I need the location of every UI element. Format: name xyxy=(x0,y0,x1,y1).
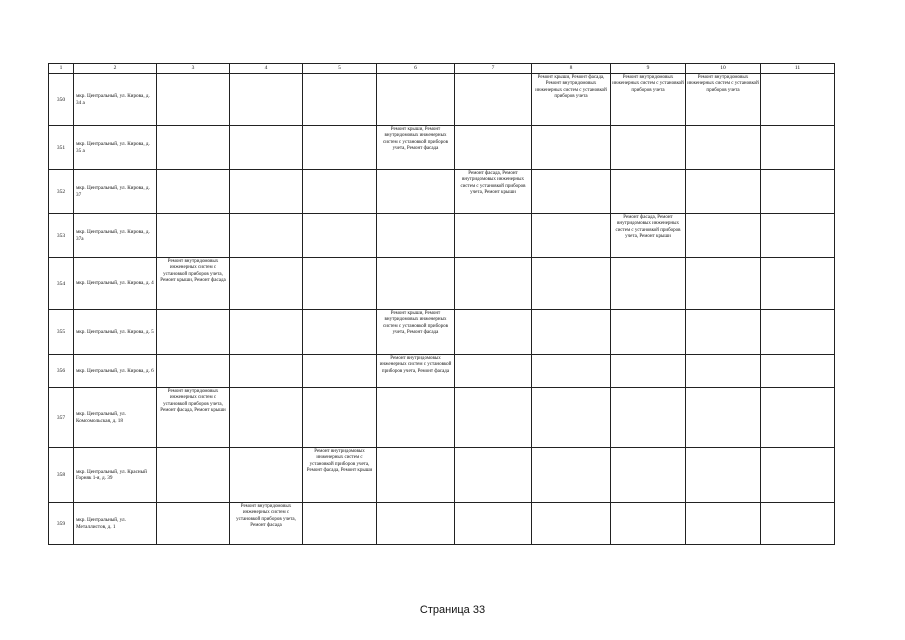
repair-work-cell: Ремонт внутридомовых инженерных систем с установкой приборов учета, Ремонт фасада, Ремонт крыши xyxy=(303,448,377,503)
repair-work-cell: Ремонт внутридомовых инженерных систем с установкой приборов учета, Ремонт фасада, Ремонт крыши xyxy=(157,388,230,448)
repair-work-cell xyxy=(303,126,377,170)
table-row xyxy=(49,388,835,448)
repair-work-cell xyxy=(157,126,230,170)
repair-work-cell xyxy=(157,170,230,214)
repair-work-cell xyxy=(230,258,303,310)
repair-work-cell xyxy=(686,503,761,545)
repair-work-cell xyxy=(761,214,835,258)
repair-work-cell xyxy=(761,126,835,170)
column-number-header: 3 xyxy=(157,64,230,74)
repair-work-cell xyxy=(532,503,611,545)
address-cell: мкр. Центральный, ул. Кирова, д. 37а xyxy=(74,214,157,258)
column-number-header: 7 xyxy=(455,64,532,74)
repair-work-cell xyxy=(532,214,611,258)
repair-work-cell xyxy=(455,448,532,503)
repair-work-cell: Ремонт внутридомовых инженерных систем с установкой приборов учета, Ремонт фасада xyxy=(230,503,303,545)
column-number-header: 5 xyxy=(303,64,377,74)
repair-work-cell xyxy=(611,126,686,170)
row-number-cell: 352 xyxy=(49,170,74,214)
page-number-label: Страница 33 xyxy=(419,604,486,616)
row-number-cell: 359 xyxy=(49,503,74,545)
row-number-cell: 354 xyxy=(49,258,74,310)
repair-work-cell xyxy=(455,503,532,545)
row-number-cell: 358 xyxy=(49,448,74,503)
repair-work-cell: Ремонт внутридомовых инженерных систем с установкой приборов учета xyxy=(611,74,686,126)
row-number-cell: 355 xyxy=(49,310,74,355)
repair-work-cell xyxy=(455,214,532,258)
repair-work-cell: Ремонт внутридомовых инженерных систем с установкой приборов учета xyxy=(686,74,761,126)
row-number-cell: 351 xyxy=(49,126,74,170)
repair-work-cell: Ремонт внутридомовых инженерных систем с установкой приборов учета, Ремонт крыши, Ремонт фасада xyxy=(157,258,230,310)
column-number-header: 11 xyxy=(761,64,835,74)
address-cell: мкр. Центральный, ул. Комсомольская, д. 18 xyxy=(74,388,157,448)
column-number-row xyxy=(49,64,835,74)
table-body xyxy=(49,74,835,545)
repair-work-cell xyxy=(686,355,761,388)
repair-work-cell xyxy=(230,448,303,503)
repair-work-cell xyxy=(611,388,686,448)
repair-work-cell xyxy=(611,355,686,388)
repair-work-cell xyxy=(303,214,377,258)
repair-work-cell xyxy=(455,355,532,388)
repair-work-cell xyxy=(303,503,377,545)
repair-work-cell xyxy=(532,355,611,388)
address-cell: мкр. Центральный, ул. Красный Горняк 1-я, д. 39 xyxy=(74,448,157,503)
address-cell: мкр. Центральный, ул. Кирова, д. 4 xyxy=(74,258,157,310)
repair-work-cell xyxy=(611,170,686,214)
address-cell: мкр. Центральный, ул. Кирова, д. 6 xyxy=(74,355,157,388)
repair-work-cell xyxy=(303,170,377,214)
table-row xyxy=(49,448,835,503)
repair-work-cell xyxy=(611,503,686,545)
column-number-header: 8 xyxy=(532,64,611,74)
table-row xyxy=(49,170,835,214)
repair-work-cell xyxy=(611,310,686,355)
repair-work-cell xyxy=(761,170,835,214)
repair-work-cell xyxy=(761,503,835,545)
repair-work-cell xyxy=(686,310,761,355)
repair-work-cell xyxy=(686,214,761,258)
table-row xyxy=(49,214,835,258)
repair-work-cell xyxy=(377,74,455,126)
repair-work-cell xyxy=(230,170,303,214)
repair-work-cell xyxy=(377,503,455,545)
repair-work-cell xyxy=(686,258,761,310)
repair-work-cell xyxy=(455,74,532,126)
table-row xyxy=(49,310,835,355)
repair-work-cell xyxy=(761,258,835,310)
repair-work-cell: Ремонт крыши, Ремонт внутридомовых инженерных систем с установкой приборов учета, Ремонт фасада xyxy=(377,126,455,170)
repair-work-cell xyxy=(157,448,230,503)
row-number-cell: 357 xyxy=(49,388,74,448)
address-cell: мкр. Центральный, ул. Кирова, д. 5 xyxy=(74,310,157,355)
repair-work-cell xyxy=(532,310,611,355)
address-cell: мкр. Центральный, ул. Кирова, д. 37 xyxy=(74,170,157,214)
repair-work-cell xyxy=(761,388,835,448)
repair-work-cell: Ремонт фасада, Ремонт внутридомовых инженерных систем с установкой приборов учета, Ремонт крыши xyxy=(455,170,532,214)
row-number-cell: 356 xyxy=(49,355,74,388)
column-number-header: 2 xyxy=(74,64,157,74)
repair-work-cell xyxy=(230,214,303,258)
repair-work-cell: Ремонт крыши, Ремонт фасада, Ремонт внутридомовых инженерных систем с установкой приборов учета xyxy=(532,74,611,126)
column-number-header: 4 xyxy=(230,64,303,74)
address-cell: мкр. Центральный, ул. Кирова, д. 34 а xyxy=(74,74,157,126)
repair-work-cell xyxy=(761,355,835,388)
repair-work-cell xyxy=(230,74,303,126)
repair-work-cell xyxy=(303,310,377,355)
repair-work-cell xyxy=(455,388,532,448)
column-number-header: 1 xyxy=(49,64,74,74)
repair-work-cell xyxy=(230,388,303,448)
table-row xyxy=(49,74,835,126)
row-number-cell: 350 xyxy=(49,74,74,126)
column-number-header: 10 xyxy=(686,64,761,74)
repair-work-cell xyxy=(532,388,611,448)
repair-work-cell xyxy=(761,74,835,126)
repair-work-cell xyxy=(230,126,303,170)
repair-work-cell xyxy=(686,388,761,448)
repair-work-cell xyxy=(303,388,377,448)
repair-work-cell xyxy=(455,310,532,355)
repair-work-cell xyxy=(455,126,532,170)
repair-work-cell xyxy=(377,258,455,310)
repair-work-cell xyxy=(455,258,532,310)
repair-work-cell: Ремонт внутридомовых инженерных систем с установкой приборов учета, Ремонт фасада xyxy=(377,355,455,388)
repair-work-cell xyxy=(157,74,230,126)
repair-work-cell: Ремонт крыши, Ремонт внутридомовых инженерных систем с установкой приборов учета, Ремонт фасада xyxy=(377,310,455,355)
repair-work-cell xyxy=(377,214,455,258)
repair-work-cell xyxy=(157,503,230,545)
repair-work-cell xyxy=(303,258,377,310)
repair-work-cell xyxy=(377,170,455,214)
repair-work-cell xyxy=(303,355,377,388)
capital-repair-schedule-table xyxy=(48,63,835,545)
address-cell: мкр. Центральный, ул. Металлистов, д. 1 xyxy=(74,503,157,545)
repair-work-cell xyxy=(377,448,455,503)
repair-work-cell xyxy=(761,448,835,503)
repair-work-cell xyxy=(230,355,303,388)
repair-work-cell xyxy=(611,258,686,310)
repair-work-cell xyxy=(230,310,303,355)
repair-work-cell xyxy=(686,448,761,503)
repair-work-cell xyxy=(532,258,611,310)
repair-work-cell xyxy=(686,170,761,214)
table-row xyxy=(49,258,835,310)
repair-work-cell xyxy=(611,448,686,503)
repair-work-cell xyxy=(377,388,455,448)
repair-work-cell xyxy=(303,74,377,126)
column-number-header: 6 xyxy=(377,64,455,74)
repair-work-cell xyxy=(532,126,611,170)
repair-work-cell xyxy=(157,355,230,388)
repair-work-cell xyxy=(532,170,611,214)
address-cell: мкр. Центральный, ул. Кирова, д. 35 а xyxy=(74,126,157,170)
table-row xyxy=(49,503,835,545)
repair-work-cell xyxy=(157,310,230,355)
table-row xyxy=(49,355,835,388)
repair-work-cell xyxy=(686,126,761,170)
table-row xyxy=(49,126,835,170)
column-number-header: 9 xyxy=(611,64,686,74)
repair-work-cell: Ремонт фасада, Ремонт внутридомовых инженерных систем с установкой приборов учета, Ремонт крыши xyxy=(611,214,686,258)
repair-work-cell xyxy=(157,214,230,258)
repair-work-cell xyxy=(532,448,611,503)
repair-work-cell xyxy=(761,310,835,355)
row-number-cell: 353 xyxy=(49,214,74,258)
